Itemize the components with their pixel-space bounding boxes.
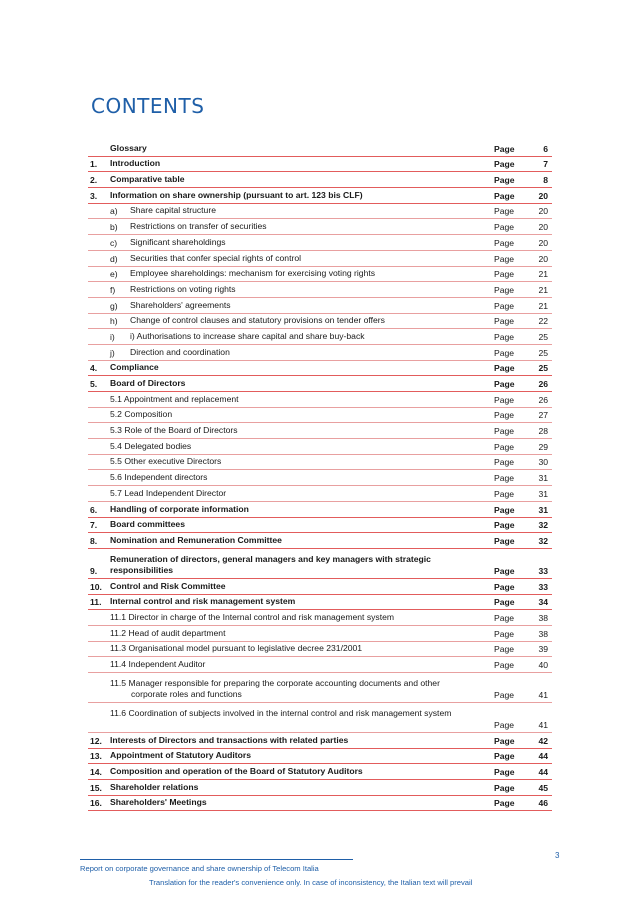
toc-entry-label xyxy=(110,750,472,761)
toc-page-label: Page xyxy=(494,457,515,468)
toc-page-label: Page xyxy=(494,751,515,762)
toc-entry-label-line: 11.2 Head of audit department xyxy=(110,627,226,638)
toc-entry-label xyxy=(130,221,472,232)
toc-entry-letter: j) xyxy=(110,347,115,358)
toc-entry[interactable] xyxy=(88,345,552,361)
toc-page-label: Page xyxy=(494,237,515,248)
toc-entry-label xyxy=(110,643,472,654)
toc-entry-label-line: Significant shareholdings xyxy=(130,236,226,247)
toc-page-label: Page xyxy=(494,206,515,217)
toc-page-label: Page xyxy=(494,612,515,623)
toc-page-label: Page xyxy=(494,379,515,389)
toc-entry-label-line: 5.7 Lead Independent Director xyxy=(110,487,227,498)
toc-entry-number: 13. xyxy=(90,751,102,762)
toc-page-label: Page xyxy=(494,798,515,809)
toc-entry-label xyxy=(110,158,472,169)
toc-entry-label-line: Composition and operation of the Board of Statutory Auditors xyxy=(110,766,363,777)
toc-entry-label xyxy=(110,612,472,623)
toc-page-label: Page xyxy=(494,628,515,639)
toc-page-label: Page xyxy=(494,253,515,264)
toc-entry-label-line: Remuneration of directors, general managers and key managers with strategic xyxy=(110,553,431,564)
toc-entry-number: 16. xyxy=(90,798,102,809)
toc-entry-letter: e) xyxy=(110,269,118,280)
toc-entry-label-line: Internal control and risk management system xyxy=(110,596,296,607)
toc-entry-label xyxy=(110,504,472,515)
toc-page-label: Page xyxy=(494,143,515,154)
toc-page-label: Page xyxy=(494,347,515,358)
toc-page-label: Page xyxy=(494,426,515,437)
toc-page-label: Page xyxy=(494,159,515,170)
toc-entry[interactable] xyxy=(88,610,552,626)
toc-page-number: 40 xyxy=(538,660,548,670)
toc-page-label: Page xyxy=(494,504,515,515)
toc-entry-label-line: Appointment of Statutory Auditors xyxy=(110,750,251,761)
toc-entry[interactable] xyxy=(88,423,552,439)
toc-entry[interactable] xyxy=(88,703,552,733)
toc-entry-label-line: Board committees xyxy=(110,519,185,530)
toc-page-number: 20 xyxy=(538,222,548,233)
toc-entry-letter: d) xyxy=(110,253,118,264)
toc-entry-letter: g) xyxy=(110,300,118,311)
toc-page-label: Page xyxy=(494,720,515,730)
toc-entry-number: 9. xyxy=(90,565,98,576)
toc-entry[interactable] xyxy=(88,733,552,749)
toc-entry[interactable] xyxy=(88,595,552,611)
toc-page-label: Page xyxy=(494,782,515,793)
toc-entry-label-line: Restrictions on voting rights xyxy=(130,283,236,294)
toc-page-number: 32 xyxy=(538,535,548,546)
toc-entry[interactable] xyxy=(88,470,552,486)
toc-page-number: 20 xyxy=(538,253,548,264)
toc-entry[interactable] xyxy=(88,749,552,765)
toc-page-label: Page xyxy=(494,473,515,484)
toc-entry-label xyxy=(110,782,472,793)
toc-entry-label xyxy=(110,362,472,373)
toc-page-number: 31 xyxy=(538,473,548,484)
toc-entry-label xyxy=(110,535,472,546)
toc-entry-label xyxy=(110,628,472,639)
toc-entry[interactable] xyxy=(88,141,552,157)
toc-entry[interactable] xyxy=(88,188,552,204)
toc-entry-number: 12. xyxy=(90,735,102,746)
toc-entry-label xyxy=(110,190,472,201)
toc-page-number: 21 xyxy=(538,300,548,311)
toc-page-number: 44 xyxy=(538,751,548,762)
toc-entry-label-line: Handling of corporate information xyxy=(110,503,249,514)
toc-entry[interactable] xyxy=(88,455,552,471)
toc-page-label: Page xyxy=(494,284,515,295)
toc-page-label: Page xyxy=(494,644,515,655)
toc-entry[interactable] xyxy=(88,172,552,188)
footer-report-title: Report on corporate governance and share ownership of Telecom Italia xyxy=(80,864,319,873)
toc-entry-label-line: 5.2 Composition xyxy=(110,409,173,420)
toc-page-number: 27 xyxy=(538,410,548,421)
toc-page-label: Page xyxy=(494,441,515,452)
toc-entry-label xyxy=(130,315,472,326)
toc-entry-label-line: Direction and coordination xyxy=(130,346,230,357)
toc-page-label: Page xyxy=(494,394,515,405)
toc-entry[interactable] xyxy=(88,502,552,518)
toc-entry-number: 10. xyxy=(90,581,102,592)
toc-page-label: Page xyxy=(494,767,515,778)
toc-entry-label-line: Change of control clauses and statutory provisions on tender offers xyxy=(130,315,385,326)
toc-page-number: 32 xyxy=(538,520,548,531)
toc-page-label: Page xyxy=(494,331,515,342)
toc-entry[interactable] xyxy=(88,204,552,220)
toc-page-number: 33 xyxy=(538,581,548,592)
toc-entry[interactable] xyxy=(88,533,552,549)
toc-page-number: 20 xyxy=(538,190,548,201)
toc-entry-label-continuation: responsibilities xyxy=(110,564,174,575)
toc-entry-label-line: 5.5 Other executive Directors xyxy=(110,456,222,467)
toc-entry[interactable] xyxy=(88,780,552,796)
toc-entry-label xyxy=(110,174,472,185)
footer-divider xyxy=(80,859,353,860)
toc-page-label: Page xyxy=(494,190,515,201)
toc-entry-label-line: 11.3 Organisational model pursuant to legislative decree 231/2001 xyxy=(110,643,363,654)
toc-entry[interactable] xyxy=(88,642,552,658)
toc-entry-letter: a) xyxy=(110,206,118,217)
toc-entry[interactable] xyxy=(88,549,552,579)
toc-entry-label-line: Securities that confer special rights of control xyxy=(130,252,302,263)
toc-entry-label xyxy=(110,735,472,746)
toc-entry-label-line: Compliance xyxy=(110,362,159,373)
toc-entry-letter: h) xyxy=(110,316,118,327)
toc-page-label: Page xyxy=(494,175,515,186)
toc-entry[interactable] xyxy=(88,267,552,283)
toc-entry-label xyxy=(130,253,472,264)
toc-entry-label xyxy=(110,378,472,389)
toc-entry-label xyxy=(130,347,472,358)
toc-entry-label xyxy=(110,596,472,607)
toc-entry-label xyxy=(110,678,472,700)
toc-entry-number: 8. xyxy=(90,535,98,546)
toc-entry[interactable] xyxy=(88,486,552,502)
toc-page-label: Page xyxy=(494,535,515,546)
toc-entry-label xyxy=(130,268,472,279)
toc-entry-label-line: Shareholder relations xyxy=(110,781,199,792)
toc-entry-label xyxy=(110,488,472,499)
toc-page-number: 25 xyxy=(538,331,548,342)
toc-entry[interactable] xyxy=(88,673,552,703)
toc-entry-label-continuation: corporate roles and functions xyxy=(131,689,242,699)
toc-page-number: 6 xyxy=(543,143,548,154)
toc-page-number: 20 xyxy=(538,237,548,248)
toc-entry-label xyxy=(110,409,472,420)
toc-entry-label xyxy=(110,519,472,530)
toc-entry[interactable] xyxy=(88,361,552,377)
toc-page-number: 41 xyxy=(538,720,548,730)
toc-entry-label-line: Interests of Directors and transactions with related parties xyxy=(110,734,349,745)
toc-entry-number: 1. xyxy=(90,159,98,170)
toc-entry-label-line: 5.1 Appointment and replacement xyxy=(110,393,239,404)
toc-entry-number: 7. xyxy=(90,520,98,531)
toc-entry-label-line: 11.4 Independent Auditor xyxy=(110,659,206,669)
toc-entry-label-line: Shareholders' agreements xyxy=(130,299,231,310)
toc-entry-label-line: Board of Directors xyxy=(110,378,186,388)
toc-entry-number: 15. xyxy=(90,782,102,793)
toc-entry[interactable] xyxy=(88,796,552,812)
toc-page-number: 22 xyxy=(538,316,548,327)
toc-entry[interactable] xyxy=(88,314,552,330)
toc-page-number: 25 xyxy=(538,363,548,374)
toc-entry[interactable] xyxy=(88,408,552,424)
toc-page-label: Page xyxy=(494,565,515,576)
toc-entry-number: 3. xyxy=(90,190,98,201)
toc-entry[interactable] xyxy=(88,579,552,595)
toc-page-label: Page xyxy=(494,660,515,670)
toc-entry-label xyxy=(110,797,472,808)
toc-page-number: 30 xyxy=(538,457,548,468)
footer-translation-note: Translation for the reader's convenience only. In case of inconsistency, the Italian text will prevail xyxy=(149,878,473,887)
toc-entry[interactable] xyxy=(88,764,552,780)
toc-page-number: 26 xyxy=(538,379,548,389)
toc-page-number: 7 xyxy=(543,159,548,170)
toc-page-label: Page xyxy=(494,363,515,374)
toc-entry-label-line: 5.3 Role of the Board of Directors xyxy=(110,425,238,436)
toc-entry-label-line: 5.6 Independent directors xyxy=(110,472,208,483)
toc-page-number: 45 xyxy=(538,782,548,793)
toc-entry[interactable] xyxy=(88,392,552,408)
toc-entry-number: 4. xyxy=(90,363,98,374)
toc-page-number: 46 xyxy=(538,798,548,809)
toc-entry-label-line: Information on share ownership (pursuant to art. 123 bis CLF) xyxy=(110,189,363,200)
toc-entry-label xyxy=(110,766,472,777)
toc-page-number: 39 xyxy=(538,644,548,655)
toc-entry-label-line: Employee shareholdings: mechanism for exercising voting rights xyxy=(130,268,376,279)
toc-entry-label xyxy=(110,456,472,467)
toc-page-label: Page xyxy=(494,520,515,531)
toc-page-number: 21 xyxy=(538,269,548,280)
toc-page-label: Page xyxy=(494,300,515,311)
toc-page-number: 34 xyxy=(538,597,548,608)
toc-page-number: 33 xyxy=(538,565,548,576)
toc-entry[interactable] xyxy=(88,376,552,392)
toc-entry-label xyxy=(110,659,472,670)
toc-page-number: 20 xyxy=(538,206,548,217)
toc-entry-label-line: Control and Risk Committee xyxy=(110,580,226,591)
toc-entry-letter: b) xyxy=(110,222,118,233)
toc-entry[interactable] xyxy=(88,235,552,251)
page-title: CONTENTS xyxy=(91,94,205,118)
toc-entry-label xyxy=(110,472,472,483)
toc-entry-label-line: Share capital structure xyxy=(130,205,216,216)
toc-entry-label-line: Shareholders' Meetings xyxy=(110,797,207,808)
toc-entry-label xyxy=(130,331,472,342)
toc-entry-label-continuation xyxy=(110,719,472,730)
toc-page-number: 21 xyxy=(538,284,548,295)
toc-page-label: Page xyxy=(494,690,515,700)
toc-entry-label xyxy=(130,284,472,295)
toc-entry-label-line: i) Authorisations to increase share capital and share buy-back xyxy=(130,330,365,341)
toc-entry-label-line: 11.5 Manager responsible for preparing the corporate accounting documents and other xyxy=(110,678,440,688)
toc-page-number: 28 xyxy=(538,426,548,437)
toc-entry-number: 11. xyxy=(90,597,102,608)
toc-entry-label xyxy=(130,205,472,216)
toc-entry-label xyxy=(110,394,472,405)
toc-page-label: Page xyxy=(494,597,515,608)
toc-page-label: Page xyxy=(494,735,515,746)
toc-entry[interactable] xyxy=(88,282,552,298)
toc-entry-label xyxy=(110,143,472,154)
toc-entry-label xyxy=(110,425,472,436)
toc-entry[interactable] xyxy=(88,439,552,455)
toc-entry-label xyxy=(130,300,472,311)
table-of-contents xyxy=(88,141,552,811)
toc-entry-label-line: Nomination and Remuneration Committee xyxy=(110,534,282,545)
toc-page-number: 26 xyxy=(538,394,548,405)
toc-entry-label-line: 11.6 Coordination of subjects involved in the internal control and risk management system xyxy=(110,708,452,718)
toc-entry-letter: f) xyxy=(110,284,116,295)
toc-entry-label xyxy=(110,441,472,452)
toc-page-number: 41 xyxy=(538,690,548,700)
toc-page-label: Page xyxy=(494,269,515,280)
toc-page-number: 25 xyxy=(538,347,548,358)
toc-entry-label xyxy=(110,708,472,730)
toc-entry-label-line: Glossary xyxy=(110,142,147,153)
toc-entry-label xyxy=(110,554,472,576)
toc-page-number: 38 xyxy=(538,612,548,623)
toc-page-label: Page xyxy=(494,316,515,327)
toc-page-number: 31 xyxy=(538,504,548,515)
toc-entry-label xyxy=(130,237,472,248)
toc-entry-number: 2. xyxy=(90,175,98,186)
toc-entry-label-line: Restrictions on transfer of securities xyxy=(130,221,267,232)
toc-page-number: 44 xyxy=(538,767,548,778)
toc-entry[interactable] xyxy=(88,298,552,314)
toc-entry[interactable] xyxy=(88,157,552,173)
toc-page-label: Page xyxy=(494,488,515,499)
toc-entry[interactable] xyxy=(88,626,552,642)
toc-page-number: 42 xyxy=(538,735,548,746)
toc-page-number: 29 xyxy=(538,441,548,452)
toc-entry-label xyxy=(110,581,472,592)
toc-page-label: Page xyxy=(494,222,515,233)
toc-entry[interactable] xyxy=(88,329,552,345)
toc-entry[interactable] xyxy=(88,251,552,267)
toc-entry-label-line: Introduction xyxy=(110,158,161,169)
toc-entry[interactable] xyxy=(88,518,552,534)
toc-entry-letter: c) xyxy=(110,237,118,248)
toc-entry[interactable] xyxy=(88,657,552,673)
page-number: 3 xyxy=(555,851,560,860)
toc-entry-label-line: 11.1 Director in charge of the Internal control and risk management system xyxy=(110,611,395,622)
toc-page-label: Page xyxy=(494,410,515,421)
toc-page-number: 8 xyxy=(543,175,548,186)
toc-entry-number: 5. xyxy=(90,379,98,389)
toc-entry[interactable] xyxy=(88,219,552,235)
toc-entry-number: 6. xyxy=(90,504,98,515)
toc-entry-number: 14. xyxy=(90,767,102,778)
toc-page-label: Page xyxy=(494,581,515,592)
toc-page-number: 38 xyxy=(538,628,548,639)
toc-entry-letter: i) xyxy=(110,331,115,342)
toc-entry-label-line: Comparative table xyxy=(110,174,185,185)
toc-entry-label-line: 5.4 Delegated bodies xyxy=(110,440,192,451)
toc-page-number: 31 xyxy=(538,488,548,499)
